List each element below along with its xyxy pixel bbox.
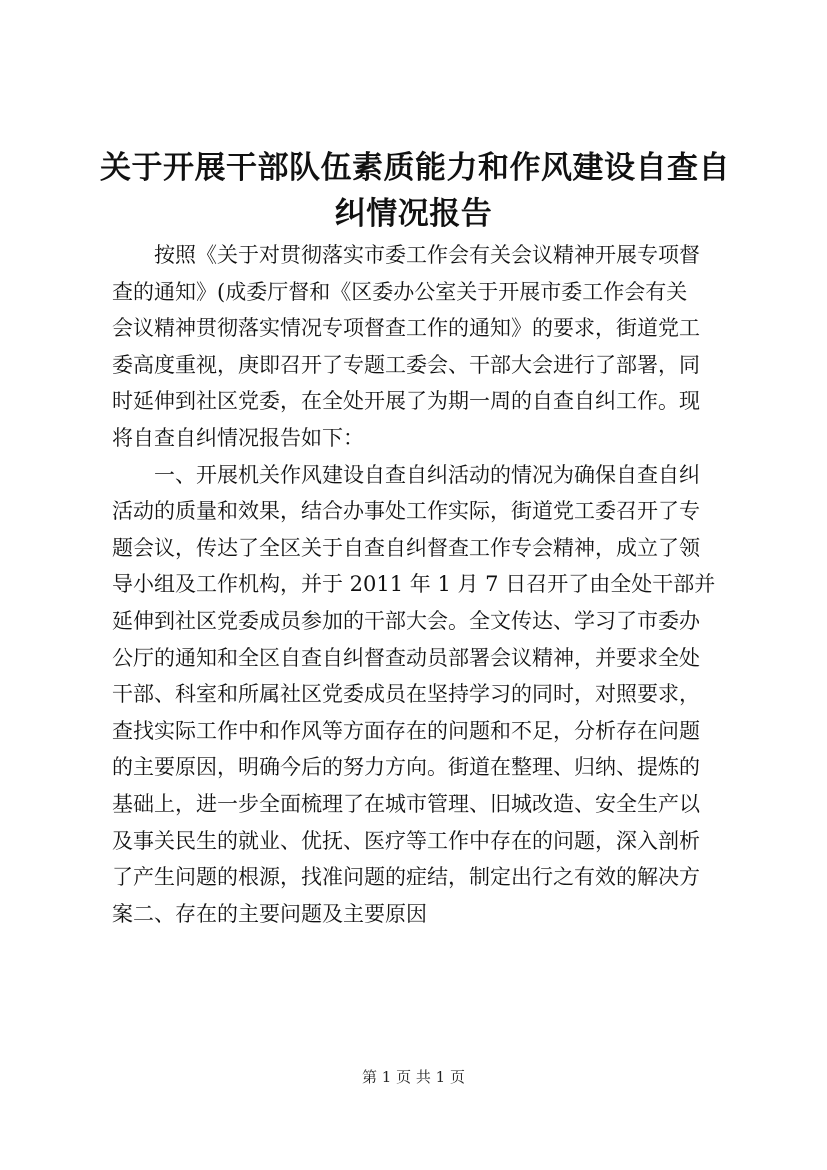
body-line: 的主要原因，明确今后的努力方向。街道在整理、归纳、提炼的 xyxy=(112,755,700,780)
body-line: 公厅的通知和全区自查自纠督查动员部署会议精神，并要求全处 xyxy=(112,645,700,670)
body-line: 时延伸到社区党委，在全处开展了为期一周的自查自纠工作。现 xyxy=(112,389,700,414)
body-line: 基础上，进一步全面梳理了在城市管理、旧城改造、安全生产以 xyxy=(112,791,700,816)
title-line: 纠情况报告 xyxy=(334,196,493,232)
body-line: 延伸到社区党委成员参加的干部大会。全文传达、学习了市委办 xyxy=(112,608,700,633)
body-line: 委高度重视，庚即召开了专题工委会、干部大会进行了部署，同 xyxy=(112,352,700,377)
body-line: 会议精神贯彻落实情况专项督查工作的通知》的要求，街道党工 xyxy=(112,316,700,341)
body-line: 查的通知》(成委厅督和《区委办公室关于开展市委工作会有关 xyxy=(112,279,688,304)
body-line: 干部、科室和所属社区党委成员在坚持学习的同时，对照要求， xyxy=(112,682,700,707)
body-line: 按照《关于对贯彻落实市委工作会有关会议精神开展专项督 xyxy=(112,243,700,267)
body-line: 查找实际工作中和作风等方面存在的问题和不足，分析存在问题 xyxy=(112,718,700,743)
body-line: 及事关民生的就业、优抚、医疗等工作中存在的问题，深入剖析 xyxy=(112,828,700,853)
body-line: 将自查自纠情况报告如下： xyxy=(112,425,364,450)
body-line: 导小组及工作机构，并于 2011 年 1 月 7 日召开了由全处干部并 xyxy=(112,572,716,597)
page-number-footer: 第 1 页 共 1 页 xyxy=(362,1068,465,1086)
body-line: 一、开展机关作风建设自查自纠活动的情况为确保自查自纠 xyxy=(112,462,700,487)
document-body xyxy=(112,237,722,932)
body-line: 案二、存在的主要问题及主要原因 xyxy=(112,901,427,926)
body-line: 了产生问题的根源，找准问题的症结，制定出行之有效的解决方 xyxy=(112,865,700,890)
body-line: 活动的质量和效果，结合办事处工作实际，街道党工委召开了专 xyxy=(112,499,700,524)
title-line: 关于开展干部队伍素质能力和作风建设自查自 xyxy=(100,150,730,186)
body-line: 题会议，传达了全区关于自查自纠督查工作专会精神，成立了领 xyxy=(112,535,700,560)
document-title xyxy=(100,145,730,237)
